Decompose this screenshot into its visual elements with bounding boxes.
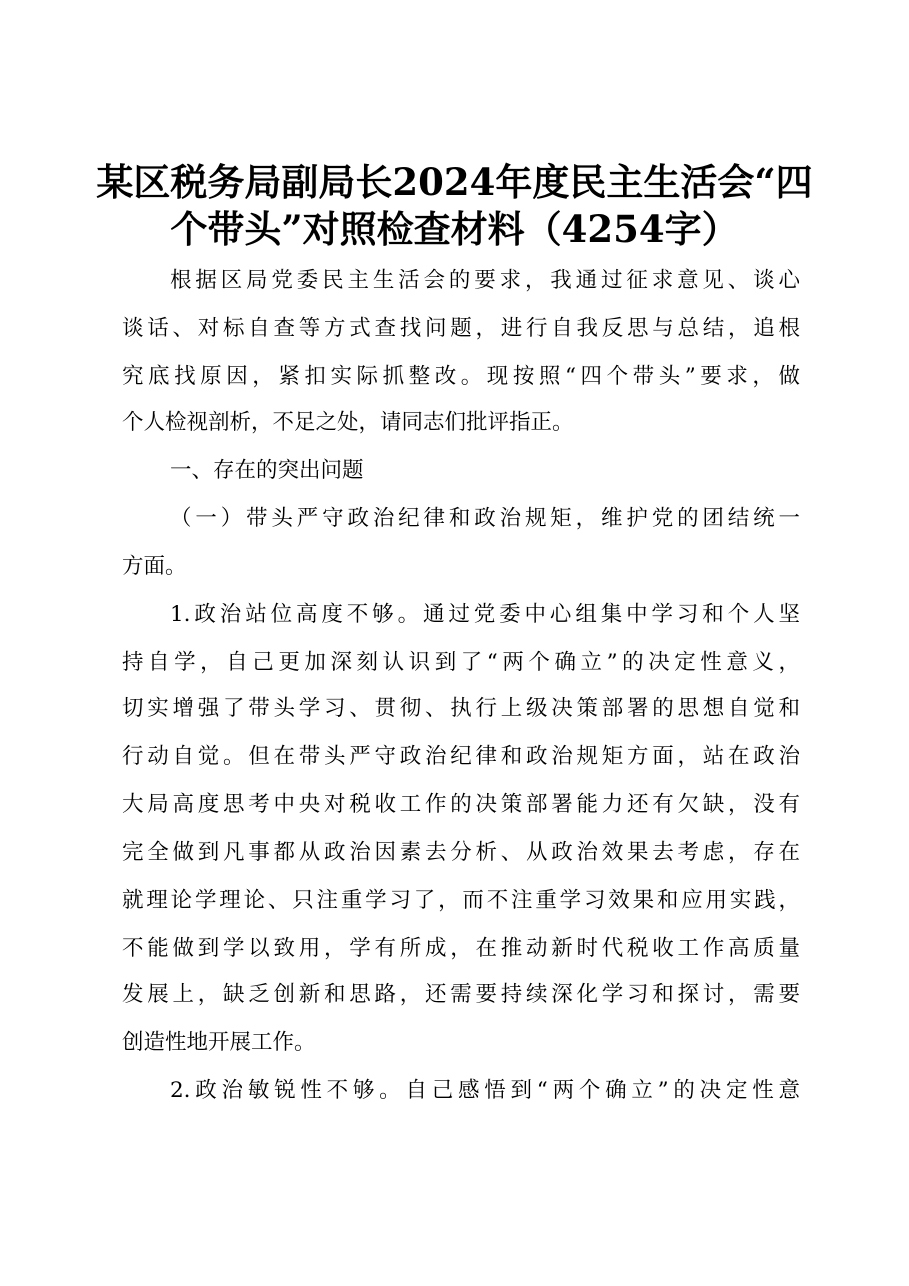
section-heading: 一、存在的突出问题 [170, 458, 364, 483]
item1-line: 不能做到学以致用，学有所成，在推动新时代税收工作高质量 [122, 936, 800, 961]
item1-line: 持自学，自己更加深刻认识到了“两个确立”的决定性意义， [122, 650, 800, 675]
item1-line: 行动自觉。但在带头严守政治纪律和政治规矩方面，站在政治 [122, 744, 800, 769]
item1-line: 创造性地开展工作。 [122, 1030, 316, 1055]
intro-line: 究底找原因，紧扣实际抓整改。现按照“四个带头”要求，做 [122, 364, 800, 389]
item1-line: 大局高度思考中央对税收工作的决策部署能力还有欠缺，没有 [122, 792, 800, 817]
item2-line: 2.政治敏锐性不够。自己感悟到“两个确立”的决定性意 [170, 1078, 800, 1103]
document-title-line-2: 个带头”对照检查材料（4254字） [170, 207, 739, 251]
subsection-line: 方面。 [122, 554, 187, 579]
item1-line: 完全做到凡事都从政治因素去分析、从政治效果去考虑，存在 [122, 840, 800, 865]
item1-line: 切实增强了带头学习、贯彻、执行上级决策部署的思想自觉和 [122, 696, 800, 721]
intro-line: 根据区局党委民主生活会的要求，我通过征求意见、谈心 [170, 268, 800, 293]
item1-line: 就理论学理论、只注重学习了，而不注重学习效果和应用实践， [122, 888, 800, 913]
item1-line: 1.政治站位高度不够。通过党委中心组集中学习和个人坚 [170, 602, 800, 627]
intro-line: 谈话、对标自查等方式查找问题，进行自我反思与总结，追根 [122, 316, 800, 341]
item1-line: 发展上，缺乏创新和思路，还需要持续深化学习和探讨，需要 [122, 982, 800, 1007]
subsection-line: （一）带头严守政治纪律和政治规矩，维护党的团结统一 [170, 506, 800, 531]
document-title-line-1: 某区税务局副局长2024年度民主生活会“四 [96, 160, 813, 204]
intro-line: 个人检视剖析，不足之处，请同志们批评指正。 [122, 410, 574, 435]
